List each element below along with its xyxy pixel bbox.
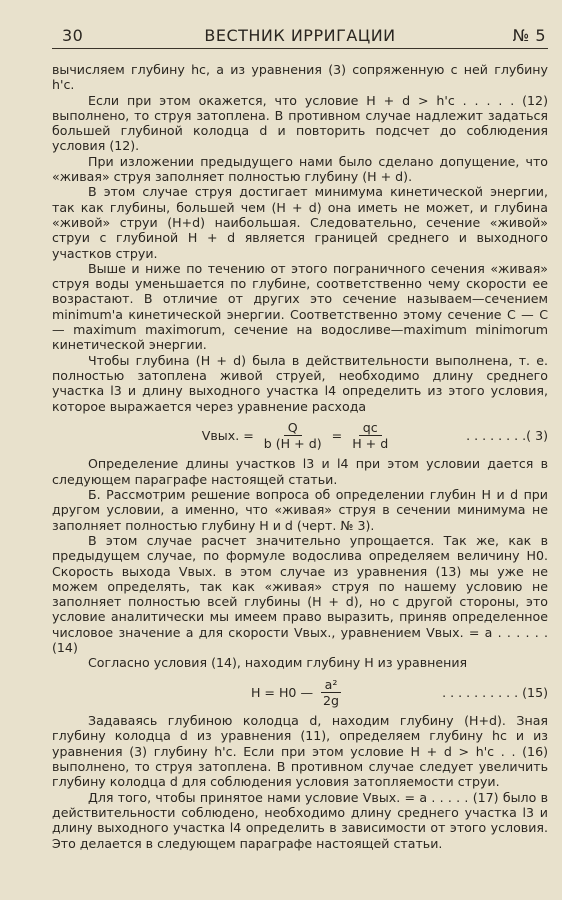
issue-number: № 5 xyxy=(512,26,546,45)
paragraph: Б. Рассмотрим решение вопроса об определении глубин H и d при другом условии, а именно, что «живая» струя в сечении минимума не заполняет полностью глубину H и d (черт. № 3). xyxy=(52,487,548,533)
formula-lhs: H = H0 — xyxy=(250,684,314,700)
numerator: Q xyxy=(284,420,302,436)
page-header xyxy=(52,26,548,49)
paragraph: Задаваясь глубиною колодца d, находим глубину (H+d). Зная глубину колодца d из уравнения (11), определяем глубину hс и из уравнения (3) глубину h'с. Если при этом условие H + d > h'с . . (16) выполнено, то струя затоплена. В противном случае следует увеличить глубину колодца d для соблюдения условия затопляемости струи. xyxy=(52,713,548,790)
equation-number: . . . . . . . . . . (15) xyxy=(442,684,548,700)
paragraph: Для того, чтобы принятое нами условие Vвых. = a . . . . . (17) было в действительности соблюдено, необходимо длину среднего участка l3 и длину выходного участка l4 определить в зависимости от этого условия. Это делается в следующем параграфе настоящей статьи. xyxy=(52,789,548,851)
paragraph: Если при этом окажется, что условие H + d > h'с . . . . . (12) выполнено, то струя затоплена. В противном случае надлежит задаться большей глубиной колодца d и повторить подсчет до соблюдения условия (12). xyxy=(52,92,548,154)
denominator: 2g xyxy=(323,692,340,708)
paragraph: вычисляем глубину hс, а из уравнения (3) сопряженную с ней глубину h'с. xyxy=(52,62,548,93)
equals-sign: = xyxy=(331,427,343,443)
article-body xyxy=(52,62,548,851)
paragraph: Определение длины участков l3 и l4 при этом условии дается в следующем параграфе настоящей статьи. xyxy=(52,456,548,487)
fraction xyxy=(348,420,392,452)
paragraph: В этом случае струя достигает минимума кинетической энергии, так как глубины, большей чем (H + d) она иметь не может, и глубина «живой» струи (H+d) наибольшая. Следовательно, сечение «живой» струи с глубиной H + d является границей среднего и выходного участков струи. xyxy=(52,184,548,261)
formula-lhs: Vвых. = xyxy=(201,427,254,443)
paragraph: Согласно условия (14), находим глубину H из уравнения xyxy=(88,655,468,671)
formula-15 xyxy=(52,677,548,709)
paragraph: Выше и ниже по течению от этого пограничного сечения «живая» струя воды уменьшается по глубине, соответственно чему скорости ее возрастают. В отличие от других это сечение называем—сечением minimum'а кинетической энергии. Соответственно этому сечение С — С — maximum maximorum, сечение на водосливе—maximum minimorum кинетической энергии. xyxy=(52,260,548,353)
equation-number: . . . . . . . .( 3) xyxy=(466,427,548,443)
page-number: 30 xyxy=(62,26,84,45)
numerator: a² xyxy=(321,677,342,693)
denominator: b (H + d) xyxy=(263,436,322,452)
fraction xyxy=(260,420,326,452)
paragraph: Чтобы глубина (H + d) была в действительности выполнена, т. е. полностью затоплена живой струей, необходимо длину среднего участка l3 и длину выходного участка l4 определить из этого условия, которое выражается через уравнение расхода xyxy=(52,352,548,414)
paragraph: В этом случае расчет значительно упрощается. Так же, как в предыдущем случае, по формуле водослива определяем величину H0. Скорость выхода Vвых. в этом случае из уравнения (13) мы уже не можем определять, так как «живая» струя по нашему условию не заполняет полностью всей глубины (H + d), но с другой стороны, это условие аналитически мы имеем право выразить, приняв определенное числовое значение a для скорости Vвых., уравнением Vвых. = a . . . . . . (14) xyxy=(52,532,548,655)
formula-3 xyxy=(52,420,548,452)
fraction xyxy=(319,677,343,709)
numerator: qс xyxy=(359,420,382,436)
journal-title: ВЕСТНИК ИРРИГАЦИИ xyxy=(204,26,396,45)
paragraph: При изложении предыдущего нами было сделано допущение, что «живая» струя заполняет полностью глубину (H + d). xyxy=(52,153,548,185)
denominator: H + d xyxy=(352,436,389,452)
